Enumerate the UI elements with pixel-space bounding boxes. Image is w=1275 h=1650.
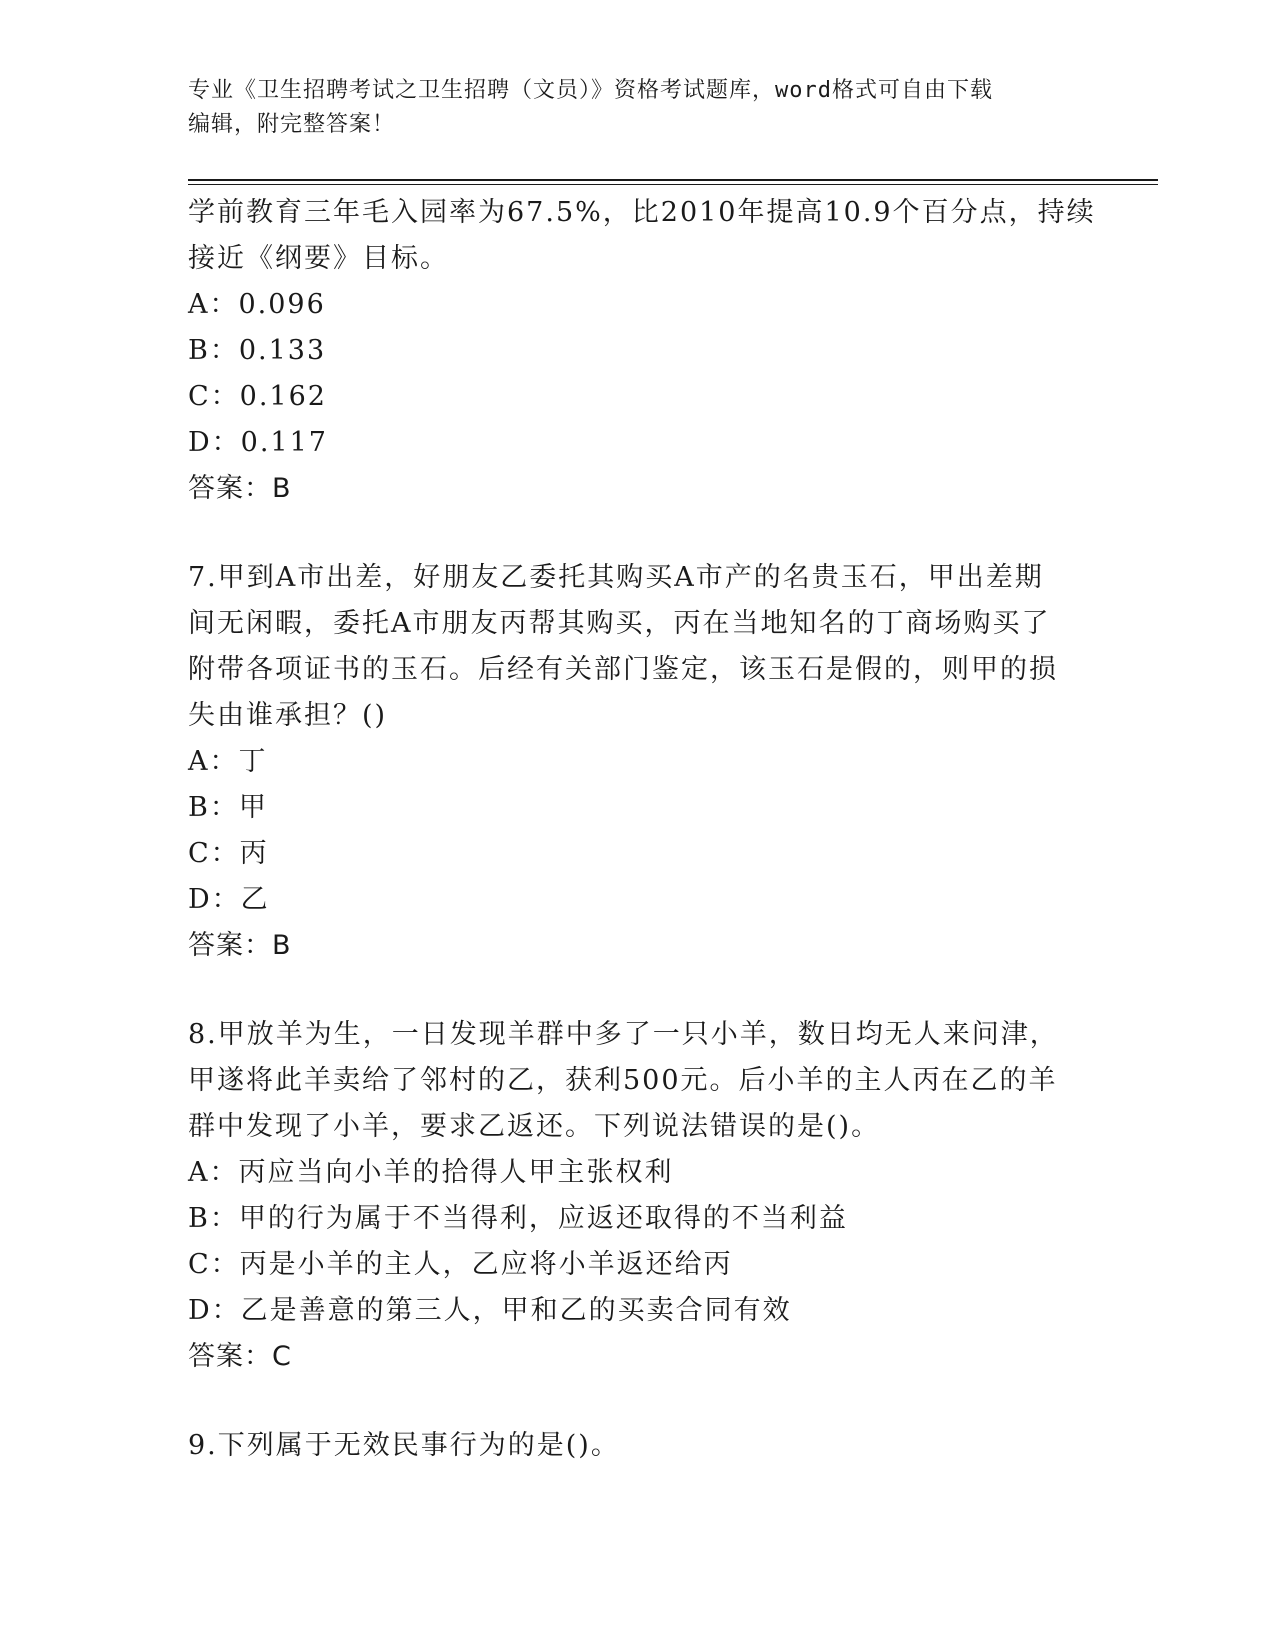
question-text: 接近《纲要》目标。	[188, 243, 449, 274]
option-d: D：0.117	[188, 427, 328, 458]
option-c: C：丙	[188, 838, 269, 869]
document-body	[188, 190, 1096, 1469]
option-a: A：丁	[188, 746, 268, 777]
question-text: 间无闲暇，委托A市朋友丙帮其购买，丙在当地知名的丁商场购买了	[188, 608, 1051, 639]
option-d: D：乙	[188, 884, 270, 915]
question-8	[188, 1012, 1088, 1380]
question-9	[188, 1423, 1088, 1469]
question-text: 8.甲放羊为生，一日发现羊群中多了一只小羊，数日均无人来问津，	[188, 1019, 1059, 1050]
document-header	[188, 74, 1088, 142]
answer: 答案：B	[188, 930, 292, 961]
answer: 答案：B	[188, 473, 292, 504]
header-line-1: 专业《卫生招聘考试之卫生招聘（文员）》资格考试题库，word格式可自由下载	[188, 78, 993, 103]
option-a: A：0.096	[188, 289, 326, 320]
question-7	[188, 555, 1088, 969]
question-text: 失由谁承担？()	[188, 700, 388, 731]
header-divider-thick	[188, 179, 1158, 181]
option-b: B：甲的行为属于不当得利，应返还取得的不当利益	[188, 1203, 848, 1234]
header-line-2: 编辑，附完整答案！	[188, 112, 396, 137]
question-text: 9.下列属于无效民事行为的是()。	[188, 1430, 620, 1461]
question-text: 群中发现了小羊，要求乙返还。下列说法错误的是()。	[188, 1111, 881, 1142]
question-text: 学前教育三年毛入园率为67.5%，比2010年提高10.9个百分点，持续	[188, 197, 1096, 228]
option-b: B：0.133	[188, 335, 327, 366]
answer: 答案：C	[188, 1341, 292, 1372]
question-6	[188, 190, 1096, 512]
question-text: 7.甲到A市出差，好朋友乙委托其购买A市产的名贵玉石，甲出差期	[188, 562, 1044, 593]
option-c: C：0.162	[188, 381, 327, 412]
option-a: A：丙应当向小羊的拾得人甲主张权利	[188, 1157, 674, 1188]
header-divider-thin	[188, 184, 1158, 185]
question-text: 甲遂将此羊卖给了邻村的乙，获利500元。后小羊的主人丙在乙的羊	[188, 1065, 1058, 1096]
option-b: B：甲	[188, 792, 268, 823]
question-text: 附带各项证书的玉石。后经有关部门鉴定，该玉石是假的，则甲的损	[188, 654, 1058, 685]
option-d: D：乙是善意的第三人，甲和乙的买卖合同有效	[188, 1295, 792, 1326]
option-c: C：丙是小羊的主人，乙应将小羊返还给丙	[188, 1249, 733, 1280]
